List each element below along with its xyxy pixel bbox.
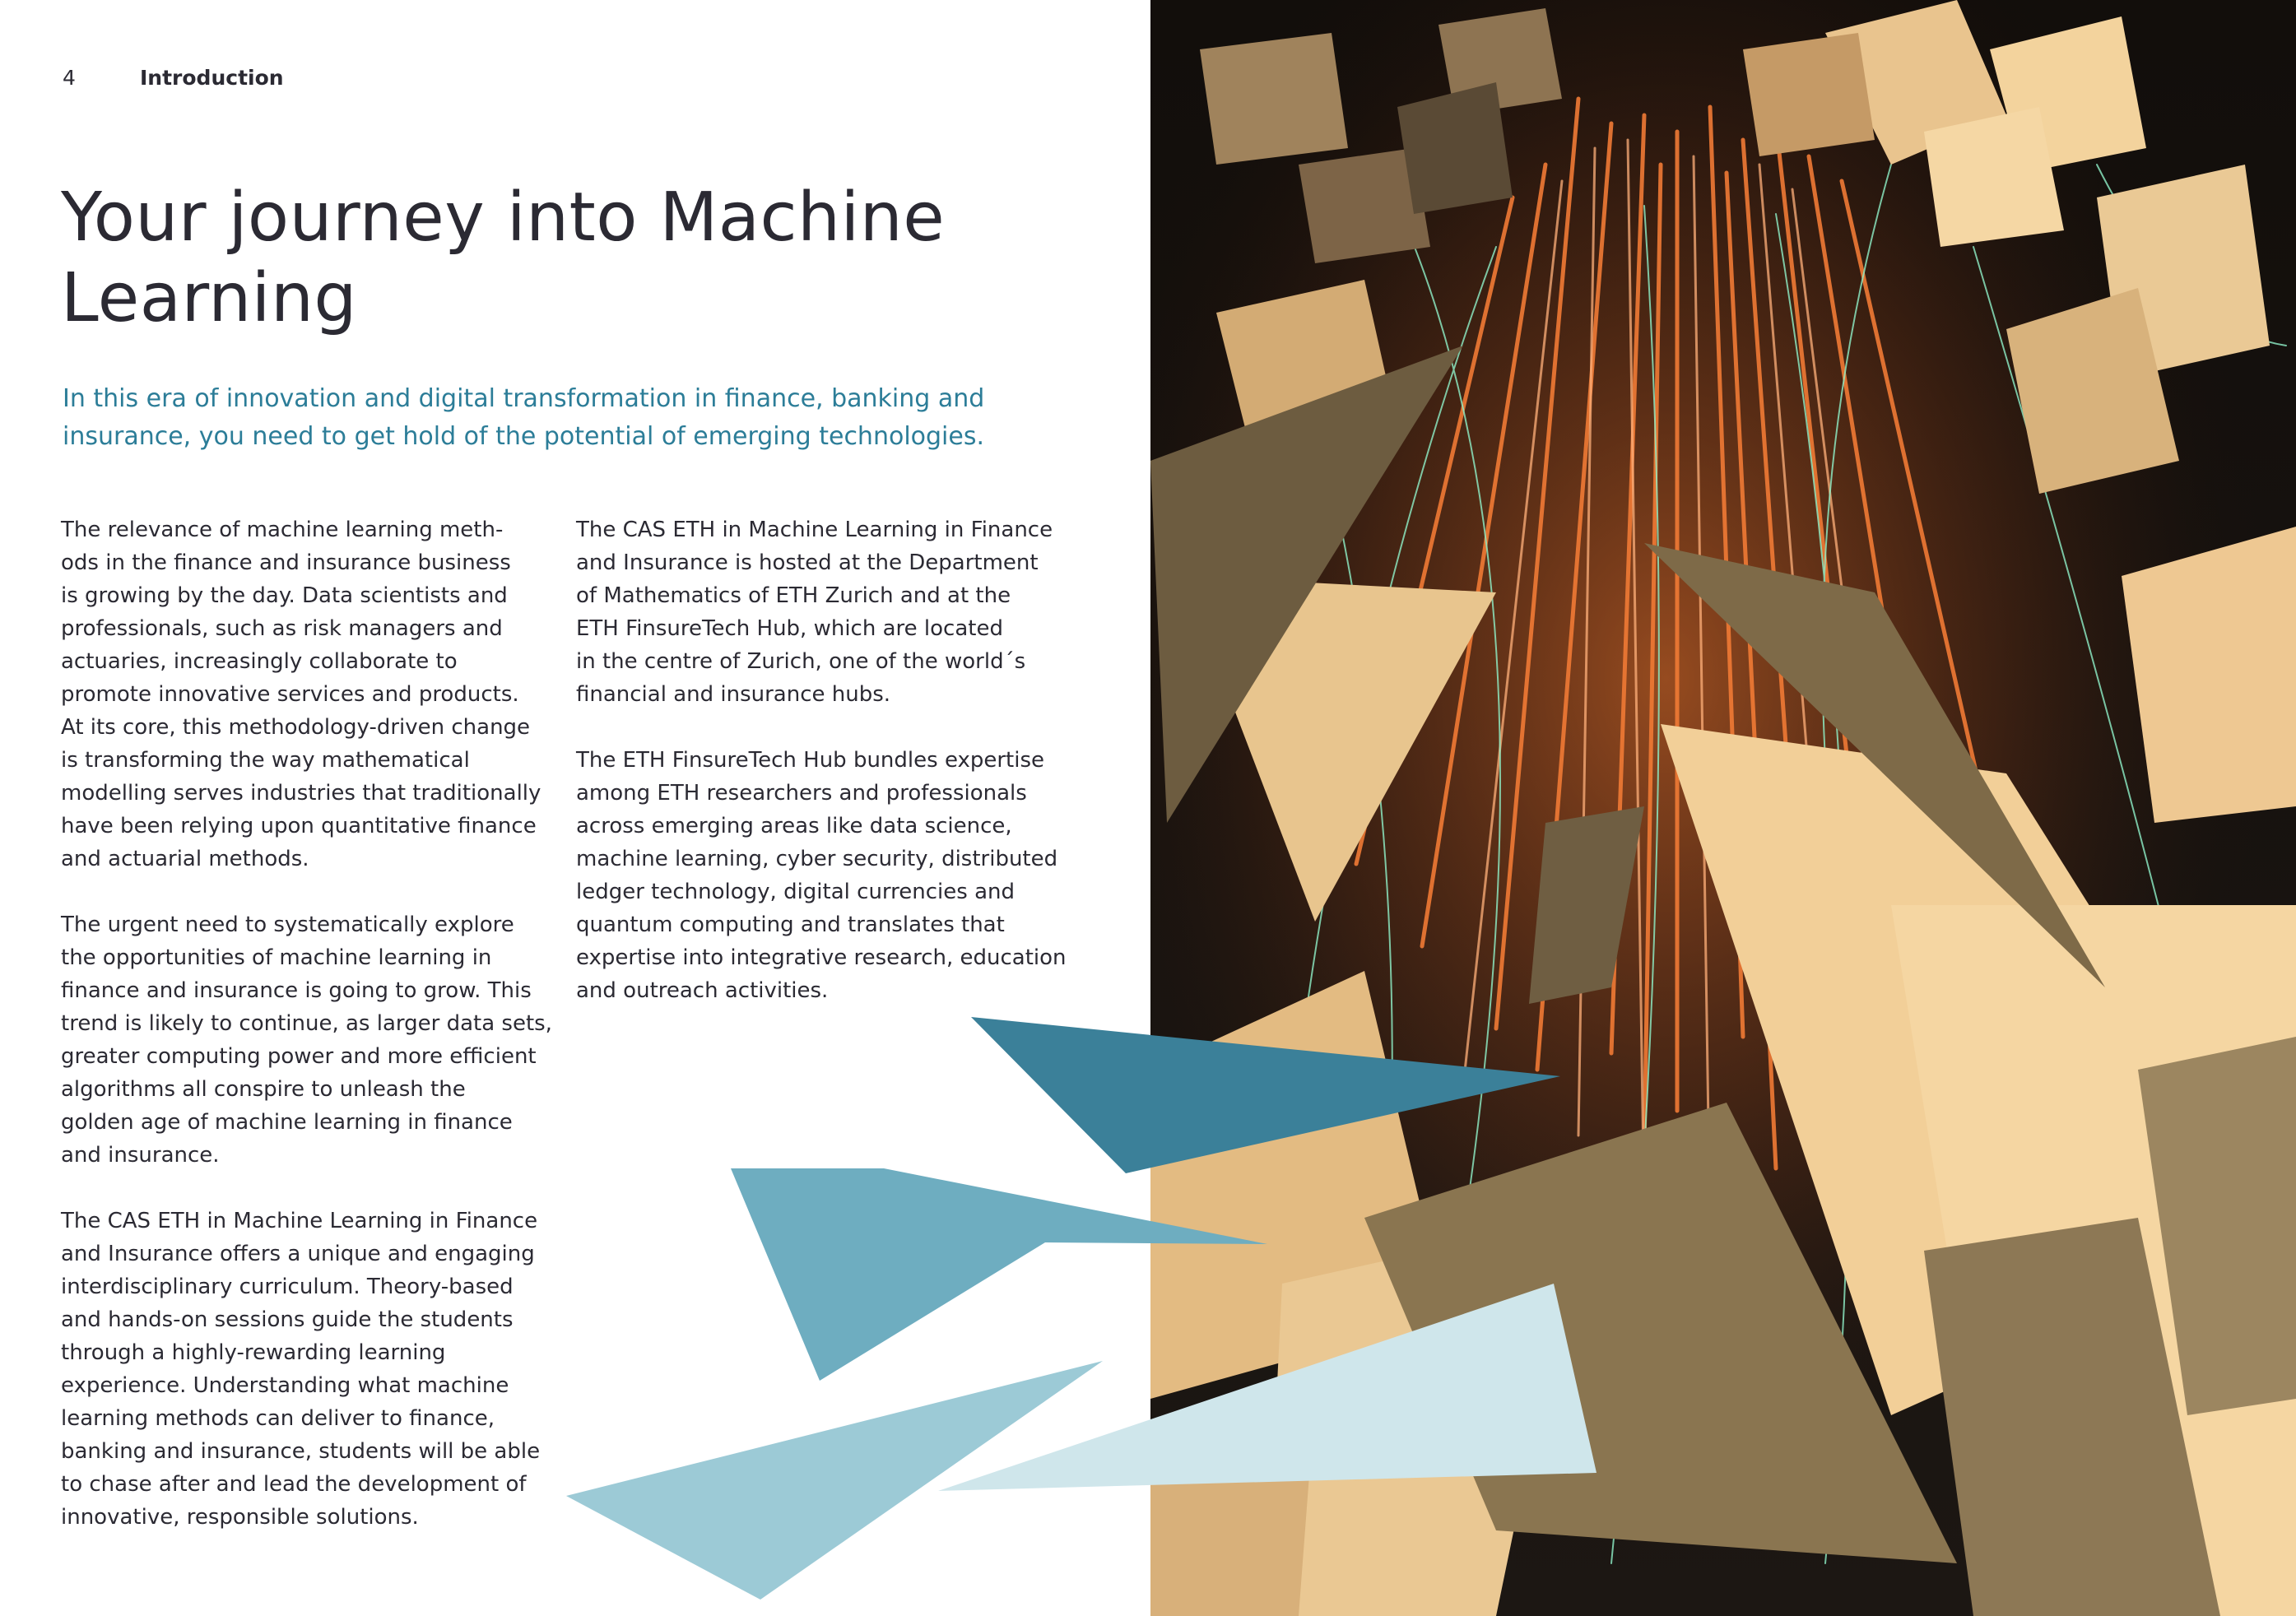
body-paragraph: The urgent need to systematically explore the opportunities of machine learning in finance and insurance is going to grow. This trend is likely to continue, as larger data sets, greater computing power and more efficient algorithms all conspire to unleash the golden age of machine learning in finance and insurance.: [61, 912, 552, 1168]
section-label: Introduction: [140, 66, 284, 90]
body-paragraph: The CAS ETH in Machine Learning in Finance and Insurance is hosted at the Department of Mathematics of ETH Zurich and at the ETH FinsureTech Hub, which are located in the centre of Zurich, one of the world´s financial and insurance hubs.: [576, 518, 1053, 707]
text-column-right: [576, 513, 1078, 1040]
body-paragraph: The CAS ETH in Machine Learning in Finance and Insurance offers a unique and engaging interdisciplinary curriculum. Theory-based and hands-on sessions guide the students through a highly-rewarding learning experience. Understanding what machine learning methods can deliver to finance, banking and insurance, students will be able to chase after and lead the development of innovative, responsible solutions.: [61, 1209, 541, 1530]
lead-paragraph: In this era of innovation and digital transformation in finance, banking and insurance, you need to get hold of the potential of emerging technologies.: [63, 384, 985, 451]
body-paragraph: The ETH FinsureTech Hub bundles expertise among ETH researchers and professionals across emerging areas like data science, machine learning, cyber security, distributed ledger technology, digital currencies and quantum computing and translates that expertise into integrative research, education and outreach activities.: [576, 748, 1067, 1003]
page-number: 4: [63, 66, 76, 90]
text-column-left: [61, 513, 563, 1567]
body-paragraph: The relevance of machine learning meth- ods in the finance and insurance business is growing by the day. Data scientists and professionals, such as risk managers and actuaries, increasingly collaborate to promote innovative services and products. At its core, this methodology-driven change is transforming the way mathematical modelling serves industries that traditionally have been relying upon quantitative finance and actuarial methods.: [61, 518, 541, 871]
abstract-artwork: [1150, 0, 2296, 1616]
shard-light: [566, 1361, 1103, 1600]
page-title: Your journey into Machine Learning: [61, 179, 946, 337]
